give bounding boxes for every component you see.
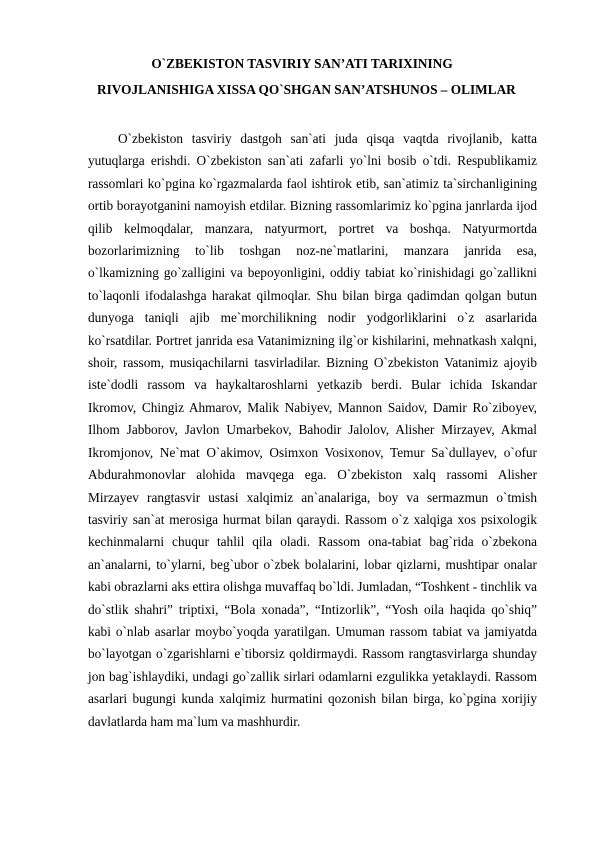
document-title-line-2: RIVOJLANISHIGA XISSA QO`SHGAN SAN’ATSHUNOS – OLIMLAR xyxy=(97,82,516,97)
document-title-line-1: O`ZBEKISTON TASVIRIY SAN’ATI TARIXINING xyxy=(151,56,453,71)
body-paragraph: O`zbekiston tasviriy dastgoh san`ati juda qisqa vaqtda rivojlanib, katta yutuqlarga erishdi. O`zbekiston san`ati zafarli yo`lni bosib o`tdi. Respublikamiz rassomlari ko`pgina ko`rgazmalarda faol ishtirok etib, san`atimiz ta`sirchanligining ortib borayotganini namoyish etdilar. Bizning rassomlarimiz ko`pgina janrlarda ijod qilib kelmoqdalar, manzara, natyurmort, portret va boshqa. Natyurmortda bozorlarimizning to`lib toshgan noz-ne`matlarini, manzara janrida esa, o`lkamizning go`zalligini va bepoyonligini, oddiy tabiat ko`rinishidagi go`zallikni to`laqonli ifodalashga harakat qilmoqlar. Shu bilan birga qadimdan qolgan butun dunyoga taniqli ajib me`morchilikning nodir yodgorliklarini o`z asarlarida ko`rsatdilar. Portret janrida esa Vatanimizning ilg`or kishilarini, mehnatkash xalqni, shoir, rassom, musiqachilarni tasvirladilar. Bizning O`zbekiston Vatanimiz ajoyib iste`dodli rassom va haykaltaroshlarni yetkazib berdi. Bular ichida Iskandar Ikromov, Chingiz Ahmarov, Malik Nabiyev, Mannon Saidov, Damir Ro`ziboyev, Ilhom Jabborov, Javlon Umarbekov, Bahodir Jalolov, Alisher Mirzayev, Akmal Ikromjonov, Ne`mat O`akimov, Osimxon Vosixonov, Temur Sa`dullayev, o`ofur Abdurahmonovlar alohida mavqega ega. O`zbekiston xalq rassomi Alisher Mirzayev rangtasvir ustasi xalqimiz an`analariga, boy va sermazmun o`tmish tasviriy san`at merosiga hurmat bilan qaraydi. Rassom o`z xalqiga xos psixologik kechinmalarni chuqur tahlil qila oladi. Rassom ona-tabiat bag`rida o`zbekona an`analarni, to`ylarni, beg`ubor o`zbek bolalarini, lobar qizlarni, mushtipar onalar kabi obrazlarni aks ettira olishga muvaffaq bo`ldi. Jumladan, “Toshkent - tinchlik va do`stlik shahri” triptixi, “Bola xonada”, “Intizorlik”, “Yosh oila haqida qo`shiq” kabi o`nlab asarlar moybo`yoqda yaratilgan. Umuman rassom tabiat va jamiyatda bo`layotgan o`zgarishlarni e`tiborsiz qoldirmaydi. Rassom rangtasvirlarga shunday jon bag`ishlaydiki, undagi go`zallik sirlari odamlarni ezgulikka yetaklaydi. Rassom asarlari bugungi kunda xalqimiz hurmatini qozonish bilan birga, ko`pgina xorijiy davlatlarda ham ma`lum va mashhurdir. xyxy=(88,131,537,729)
